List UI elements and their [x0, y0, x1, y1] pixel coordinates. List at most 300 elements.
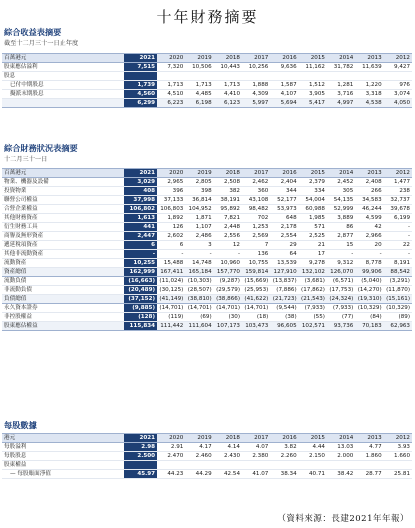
balance-table-row — [2, 205, 412, 214]
balance-cell-value: (18) — [242, 313, 270, 322]
balance-cell-value: 2,178 — [270, 223, 298, 232]
pershare-cell-value: 42.54 — [214, 470, 242, 479]
balance-cell-value: (119) — [157, 313, 185, 322]
balance-cell-value: 1,477 — [384, 178, 412, 187]
pershare-cell-value: 4.17 — [185, 443, 213, 452]
balance-cell-value: 344 — [270, 187, 298, 196]
pershare-cell-value: 2.380 — [242, 452, 270, 461]
pershare-cell-value: 3.82 — [270, 443, 298, 452]
income-cell-value: 976 — [384, 81, 412, 90]
balance-cell-value: 1,107 — [185, 223, 213, 232]
balance-row-label: 資產總值 — [2, 268, 124, 277]
pershare-cell-value: 1.660 — [384, 452, 412, 461]
balance-cell-value: 86 — [327, 223, 355, 232]
balance-cell-value: (77) — [327, 313, 355, 322]
balance-table-row — [2, 214, 412, 223]
balance-cell-value: 10,755 — [242, 259, 270, 268]
income-year-header: 2019 — [185, 54, 213, 63]
balance-cell-value: 4,599 — [355, 214, 383, 223]
pershare-section-title: 每股數據 — [4, 420, 37, 430]
balance-cell-value: (41,622) — [242, 295, 270, 304]
balance-cell-value: 2,966 — [355, 232, 383, 241]
balance-cell-value: 15,488 — [157, 259, 185, 268]
balance-header-row — [2, 169, 412, 178]
balance-row-label: 合營企業權益 — [2, 205, 124, 214]
pershare-cell-value: 2.470 — [157, 452, 185, 461]
pershare-year-header: 2017 — [242, 434, 270, 443]
balance-cell-value: 127,910 — [270, 268, 298, 277]
balance-cell-value: 382 — [214, 187, 242, 196]
income-cell-value — [270, 72, 298, 81]
balance-cell-value: (19,310) — [355, 295, 383, 304]
balance-table-row — [2, 268, 412, 277]
income-row-label: 股東應佔溢利 — [2, 63, 124, 72]
balance-cell-value: 167,411 — [157, 268, 185, 277]
balance-cell-value: 7 — [242, 241, 270, 250]
pershare-cell-value: 38.42 — [327, 470, 355, 479]
income-latest-value: 6,299 — [124, 99, 157, 108]
income-cell-value: 31,782 — [327, 63, 355, 72]
balance-cell-value: 9,312 — [327, 259, 355, 268]
balance-cell-value: 2,448 — [214, 223, 242, 232]
pershare-cell-value: 2.460 — [185, 452, 213, 461]
income-table-row — [2, 72, 412, 81]
balance-cell-value: 10,960 — [214, 259, 242, 268]
balance-cell-value: (10,329) — [355, 304, 383, 313]
balance-cell-value: (17,862) — [299, 286, 327, 295]
balance-latest-value: 3,029 — [124, 178, 157, 187]
income-header-row — [2, 54, 412, 63]
balance-cell-value: (14,270) — [355, 286, 383, 295]
balance-cell-value: 52,177 — [270, 196, 298, 205]
balance-table-row — [2, 295, 412, 304]
income-year-header: 2018 — [214, 54, 242, 63]
balance-cell-value: 266 — [355, 187, 383, 196]
balance-table-row — [2, 178, 412, 187]
pershare-latest-value: 2.98 — [124, 443, 157, 452]
balance-cell-value: 398 — [185, 187, 213, 196]
balance-cell-value: 13,539 — [270, 259, 298, 268]
income-cell-value — [242, 72, 270, 81]
income-cell-value: 6,223 — [157, 99, 185, 108]
balance-cell-value: (38,866) — [214, 295, 242, 304]
pershare-cell-value — [299, 461, 327, 470]
income-latest-value: 7,515 — [124, 63, 157, 72]
income-cell-value: 1,713 — [185, 81, 213, 90]
balance-row-label: 流動資產 — [2, 259, 124, 268]
pershare-cell-value — [355, 461, 383, 470]
pershare-row-label: 股東權益 — [2, 461, 124, 470]
balance-cell-value: 2,877 — [327, 232, 355, 241]
balance-cell-value: 52,999 — [327, 205, 355, 214]
balance-row-label: 非控股權益 — [2, 313, 124, 322]
balance-cell-value: 64 — [270, 250, 298, 259]
income-cell-value: 1,220 — [355, 81, 383, 90]
income-cell-value — [384, 72, 412, 81]
pershare-cell-value — [327, 461, 355, 470]
balance-table-row — [2, 322, 412, 331]
income-table-row — [2, 90, 412, 99]
pershare-cell-value — [242, 461, 270, 470]
balance-row-label: 商譽及無形資產 — [2, 232, 124, 241]
balance-cell-value: 6 — [157, 241, 185, 250]
balance-latest-value: (128) — [124, 313, 157, 322]
income-cell-value: 4,997 — [327, 99, 355, 108]
balance-year-header: 2016 — [270, 169, 298, 178]
balance-row-label: 投資物業 — [2, 187, 124, 196]
balance-cell-value: (9,287) — [214, 277, 242, 286]
balance-latest-value: 6 — [124, 241, 157, 250]
pershare-year-header: 2018 — [214, 434, 242, 443]
balance-cell-value: - — [157, 250, 185, 259]
pershare-cell-value: 2.430 — [214, 452, 242, 461]
income-cell-value: 6,198 — [185, 99, 213, 108]
pershare-year-header: 2019 — [185, 434, 213, 443]
pershare-cell-value: 2.150 — [299, 452, 327, 461]
pershare-table-row — [2, 470, 412, 479]
balance-latest-value: 10,255 — [124, 259, 157, 268]
balance-cell-value: 17 — [299, 250, 327, 259]
balance-cell-value: 29 — [270, 241, 298, 250]
pershare-cell-value: 44.29 — [185, 470, 213, 479]
balance-cell-value: 305 — [327, 187, 355, 196]
balance-cell-value: 238 — [384, 187, 412, 196]
balance-cell-value: 1,985 — [299, 214, 327, 223]
pershare-row-label: 每股股息 — [2, 452, 124, 461]
balance-cell-value: 6,199 — [384, 214, 412, 223]
balance-cell-value: (14,701) — [157, 304, 185, 313]
income-latest-value: 1,739 — [124, 81, 157, 90]
balance-latest-value: 441 — [124, 223, 157, 232]
pershare-table-row — [2, 443, 412, 452]
balance-cell-value: (10,329) — [384, 304, 412, 313]
balance-cell-value: 2,404 — [270, 178, 298, 187]
income-cell-value: 4,050 — [384, 99, 412, 108]
income-table-row — [2, 99, 412, 108]
pershare-cell-value: 38.34 — [270, 470, 298, 479]
balance-cell-value: 15 — [327, 241, 355, 250]
pershare-cell-value: 4.07 — [242, 443, 270, 452]
balance-cell-value: 2,525 — [299, 232, 327, 241]
balance-cell-value: (5,040) — [355, 277, 383, 286]
balance-table-row — [2, 196, 412, 205]
balance-cell-value: 12 — [214, 241, 242, 250]
balance-cell-value: 3 — [185, 241, 213, 250]
balance-cell-value: 2,554 — [270, 232, 298, 241]
income-cell-value: 9,427 — [384, 63, 412, 72]
balance-cell-value: 702 — [242, 214, 270, 223]
income-cell-value: 5,417 — [299, 99, 327, 108]
balance-cell-value: 396 — [157, 187, 185, 196]
balance-cell-value: 96,605 — [270, 322, 298, 331]
balance-latest-value: 162,999 — [124, 268, 157, 277]
balance-year-header: 2012 — [384, 169, 412, 178]
income-currency-label: 百萬港元 — [2, 54, 124, 63]
balance-table-row — [2, 277, 412, 286]
income-cell-value: 4,538 — [355, 99, 383, 108]
income-cell-value — [214, 72, 242, 81]
balance-cell-value: 60,988 — [299, 205, 327, 214]
balance-row-label: 永久資本證券 — [2, 304, 124, 313]
balance-cell-value: (84) — [355, 313, 383, 322]
balance-row-label: 聯營公司權益 — [2, 196, 124, 205]
income-year-header: 2020 — [157, 54, 185, 63]
income-table-row — [2, 63, 412, 72]
income-cell-value: 3,318 — [355, 90, 383, 99]
pershare-cell-value: 2.91 — [157, 443, 185, 452]
balance-cell-value: (17,753) — [327, 286, 355, 295]
pershare-currency-label: 港元 — [2, 434, 124, 443]
balance-cell-value: 39,678 — [384, 205, 412, 214]
balance-table-row — [2, 187, 412, 196]
balance-cell-value: 102,571 — [299, 322, 327, 331]
balance-cell-value: 1,253 — [242, 223, 270, 232]
pershare-cell-value: 4.14 — [214, 443, 242, 452]
pershare-cell-value: 44.23 — [157, 470, 185, 479]
balance-cell-value: 106,803 — [157, 205, 185, 214]
income-cell-value: 4,510 — [157, 90, 185, 99]
pershare-year-header: 2015 — [299, 434, 327, 443]
balance-row-label: 物業、機器及設備 — [2, 178, 124, 187]
balance-cell-value: (11,024) — [157, 277, 185, 286]
income-cell-value: 1,587 — [270, 81, 298, 90]
balance-cell-value: (14,701) — [185, 304, 213, 313]
balance-cell-value: 126 — [157, 223, 185, 232]
pershare-year-header: 2016 — [270, 434, 298, 443]
income-section-title: 綜合收益表摘要 — [4, 27, 62, 37]
balance-cell-value: 2,452 — [327, 178, 355, 187]
income-cell-value — [355, 72, 383, 81]
balance-cell-value: - — [327, 250, 355, 259]
balance-cell-value: 104,952 — [185, 205, 213, 214]
income-year-header: 2017 — [242, 54, 270, 63]
income-year-header: 2021 — [124, 54, 157, 63]
income-cell-value: 3,905 — [299, 90, 327, 99]
pershare-cell-value: 4.44 — [299, 443, 327, 452]
balance-cell-value: 53,973 — [270, 205, 298, 214]
balance-latest-value: (16,663) — [124, 277, 157, 286]
income-year-header: 2015 — [299, 54, 327, 63]
balance-cell-value: (14,701) — [214, 304, 242, 313]
income-cell-value: 5,997 — [242, 99, 270, 108]
balance-cell-value: 2,602 — [157, 232, 185, 241]
balance-cell-value: 9,278 — [299, 259, 327, 268]
balance-row-label: 流動負債 — [2, 277, 124, 286]
pershare-latest-value: 2.500 — [124, 452, 157, 461]
balance-table-row — [2, 259, 412, 268]
income-cell-value: 9,636 — [270, 63, 298, 72]
balance-cell-value: 42 — [355, 223, 383, 232]
pershare-cell-value: 40.71 — [299, 470, 327, 479]
income-cell-value: 1,713 — [157, 81, 185, 90]
pershare-cell-value: 4.77 — [355, 443, 383, 452]
balance-cell-value: 111,604 — [185, 322, 213, 331]
balance-cell-value: 21 — [299, 241, 327, 250]
income-cell-value — [299, 72, 327, 81]
pershare-cell-value — [270, 461, 298, 470]
balance-cell-value: 2,805 — [185, 178, 213, 187]
pershare-cell-value: 3.93 — [384, 443, 412, 452]
balance-cell-value: 334 — [299, 187, 327, 196]
income-cell-value — [157, 72, 185, 81]
balance-cell-value: 111,442 — [157, 322, 185, 331]
balance-cell-value: 136 — [242, 250, 270, 259]
balance-cell-value: (41,149) — [157, 295, 185, 304]
balance-row-label: 衍生財務工具 — [2, 223, 124, 232]
balance-cell-value: 43,108 — [242, 196, 270, 205]
balance-cell-value: (69) — [185, 313, 213, 322]
balance-table-row — [2, 304, 412, 313]
income-cell-value: 10,256 — [242, 63, 270, 72]
balance-table-row — [2, 223, 412, 232]
income-cell-value: 10,443 — [214, 63, 242, 72]
pershare-table — [2, 433, 412, 479]
balance-cell-value: - — [185, 250, 213, 259]
pershare-row-label: 每股溢利 — [2, 443, 124, 452]
balance-cell-value: 1,871 — [185, 214, 213, 223]
income-cell-value: 11,639 — [355, 63, 383, 72]
income-year-header: 2016 — [270, 54, 298, 63]
balance-cell-value: - — [355, 250, 383, 259]
pershare-cell-value — [185, 461, 213, 470]
balance-cell-value: (15,669) — [242, 277, 270, 286]
balance-cell-value: 2,508 — [214, 178, 242, 187]
income-latest-value: 4,560 — [124, 90, 157, 99]
income-latest-value — [124, 72, 157, 81]
balance-cell-value: 3,889 — [327, 214, 355, 223]
balance-latest-value: 2,447 — [124, 232, 157, 241]
pershare-cell-value: 2.000 — [327, 452, 355, 461]
income-year-header: 2012 — [384, 54, 412, 63]
balance-cell-value: 2,462 — [242, 178, 270, 187]
balance-cell-value: 107,173 — [214, 322, 242, 331]
income-table — [2, 53, 412, 108]
balance-cell-value: (10,303) — [185, 277, 213, 286]
balance-cell-value: 2,486 — [185, 232, 213, 241]
balance-cell-value: - — [214, 250, 242, 259]
income-table-row — [2, 81, 412, 90]
balance-cell-value: 2,379 — [299, 178, 327, 187]
pershare-cell-value: 41.07 — [242, 470, 270, 479]
balance-cell-value: (7,886) — [270, 286, 298, 295]
balance-cell-value: (55) — [299, 313, 327, 322]
balance-cell-value: (21,543) — [299, 295, 327, 304]
balance-cell-value: 103,473 — [242, 322, 270, 331]
income-cell-value: 1,713 — [214, 81, 242, 90]
balance-cell-value: 1,892 — [157, 214, 185, 223]
balance-cell-value: 62,963 — [384, 322, 412, 331]
pershare-cell-value: 2.260 — [270, 452, 298, 461]
pershare-table-row — [2, 452, 412, 461]
balance-cell-value: 37,133 — [157, 196, 185, 205]
balance-cell-value: (7,933) — [327, 304, 355, 313]
balance-table-row — [2, 232, 412, 241]
balance-cell-value: 98,482 — [242, 205, 270, 214]
income-section-subtitle: 截至十二月三十一日止年度 — [4, 40, 79, 47]
balance-cell-value: (13,837) — [270, 277, 298, 286]
balance-latest-value: 37,998 — [124, 196, 157, 205]
income-year-header: 2013 — [355, 54, 383, 63]
balance-cell-value: 88,542 — [384, 268, 412, 277]
income-cell-value: 10,506 — [185, 63, 213, 72]
balance-table-row — [2, 250, 412, 259]
page-title: 十年財務摘要 — [156, 8, 259, 26]
income-cell-value: 4,107 — [270, 90, 298, 99]
income-cell-value: 7,320 — [157, 63, 185, 72]
pershare-cell-value: 1.860 — [355, 452, 383, 461]
balance-cell-value: 648 — [270, 214, 298, 223]
pershare-cell-value — [214, 461, 242, 470]
pershare-year-header: 2013 — [355, 434, 383, 443]
balance-cell-value: (21,723) — [270, 295, 298, 304]
income-cell-value: 3,716 — [327, 90, 355, 99]
balance-section-title: 綜合財務狀況表摘要 — [4, 143, 78, 153]
income-cell-value: 4,485 — [185, 90, 213, 99]
balance-cell-value: 132,102 — [299, 268, 327, 277]
balance-cell-value: 165,184 — [185, 268, 213, 277]
income-cell-value: 3,074 — [384, 90, 412, 99]
balance-year-header: 2015 — [299, 169, 327, 178]
income-cell-value: 11,162 — [299, 63, 327, 72]
balance-cell-value: (89) — [384, 313, 412, 322]
pershare-header-row — [2, 434, 412, 443]
income-cell-value: 1,281 — [327, 81, 355, 90]
balance-cell-value: 7,821 — [214, 214, 242, 223]
balance-cell-value: 8,191 — [384, 259, 412, 268]
pershare-table-row — [2, 461, 412, 470]
income-cell-value: 4,410 — [214, 90, 242, 99]
balance-cell-value: (25,953) — [242, 286, 270, 295]
income-row-label: 擬派末期股息 — [2, 90, 124, 99]
balance-cell-value: - — [384, 223, 412, 232]
income-cell-value: 6,123 — [214, 99, 242, 108]
pershare-year-header: 2021 — [124, 434, 157, 443]
pershare-cell-value — [384, 461, 412, 470]
pershare-cell-value: 13.03 — [327, 443, 355, 452]
balance-cell-value: (30,125) — [157, 286, 185, 295]
balance-row-label: 非流動負債 — [2, 286, 124, 295]
balance-cell-value: (38) — [270, 313, 298, 322]
balance-cell-value: (14,701) — [242, 304, 270, 313]
balance-row-label: 其他非流動資產 — [2, 250, 124, 259]
pershare-year-header: 2020 — [157, 434, 185, 443]
income-row-label: 股息 — [2, 72, 124, 81]
balance-cell-value: 46,244 — [355, 205, 383, 214]
pershare-cell-value — [157, 461, 185, 470]
income-cell-value: 1,512 — [299, 81, 327, 90]
balance-year-header: 2021 — [124, 169, 157, 178]
balance-year-header: 2017 — [242, 169, 270, 178]
balance-row-label: 遞延稅項資產 — [2, 241, 124, 250]
pershare-cell-value: 25.81 — [384, 470, 412, 479]
balance-cell-value: 571 — [299, 223, 327, 232]
balance-cell-value: 70,183 — [355, 322, 383, 331]
income-cell-value: 4,309 — [242, 90, 270, 99]
balance-latest-value: 106,802 — [124, 205, 157, 214]
income-row-label — [2, 99, 124, 108]
balance-latest-value: - — [124, 250, 157, 259]
balance-cell-value: 99,906 — [355, 268, 383, 277]
balance-cell-value: 2,569 — [242, 232, 270, 241]
balance-cell-value: 8,778 — [355, 259, 383, 268]
balance-cell-value: 126,070 — [327, 268, 355, 277]
balance-cell-value: - — [384, 250, 412, 259]
pershare-cell-value: 28.77 — [355, 470, 383, 479]
income-cell-value — [327, 72, 355, 81]
balance-cell-value: 157,770 — [214, 268, 242, 277]
balance-cell-value: 38,191 — [214, 196, 242, 205]
balance-cell-value: (7,933) — [299, 304, 327, 313]
